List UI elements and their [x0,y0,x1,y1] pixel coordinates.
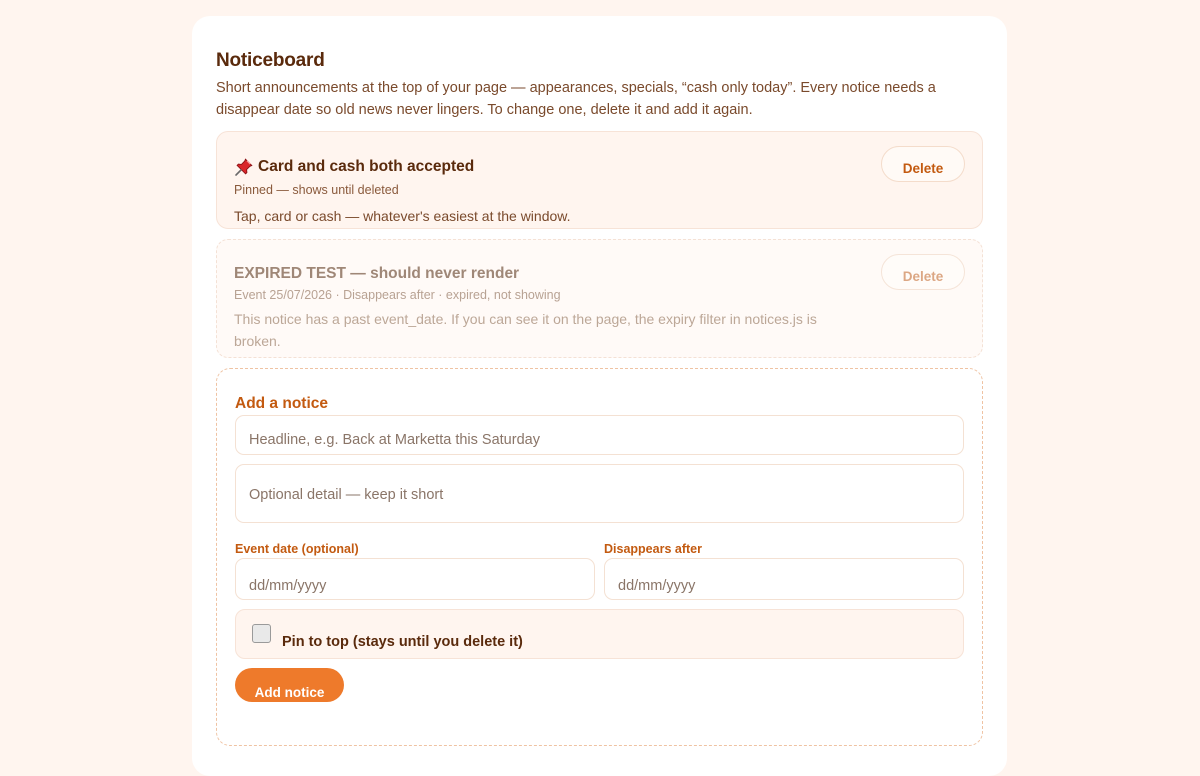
date-fields-row [235,542,964,600]
notice-item-pinned [216,131,983,229]
event-date-label: Event date (optional) [235,542,359,556]
delete-notice-button[interactable]: Delete [881,146,965,182]
notice-meta: Event 25/07/2026 · Disappears after · expired, not showing [234,288,561,302]
pin-to-top-row[interactable] [235,609,964,659]
event-date-input[interactable] [235,558,595,600]
notice-headline-row [234,265,965,283]
add-notice-title: Add a notice [235,395,329,412]
add-notice-form [216,368,983,746]
pin-to-top-label[interactable]: Pin to top (stays until you delete it) [282,634,523,650]
disappears-after-label: Disappears after [604,542,702,556]
disappears-after-group [604,542,964,600]
notice-headline: Card and cash both accepted [258,158,475,175]
notice-item-expired [216,239,983,358]
event-date-group [235,542,595,600]
noticeboard-card [192,16,1007,776]
pushpin-icon [234,157,254,177]
headline-input[interactable] [235,415,964,455]
notice-meta: Pinned — shows until deleted [234,183,399,197]
disappears-after-input[interactable] [604,558,964,600]
add-notice-button[interactable]: Add notice [235,668,344,702]
notice-body: This notice has a past event_date. If you can see it on the page, the expiry filter in notices.js is broken. [234,311,817,349]
section-description: Short announcements at the top of your page — appearances, specials, “cash only today”. Every notice needs a disappear date so old news never lingers. To change one, delete it and add it again. [216,80,936,118]
notice-headline: EXPIRED TEST — should never render [234,265,520,282]
delete-notice-button[interactable]: Delete [881,254,965,290]
detail-input[interactable] [235,464,964,523]
notice-body: Tap, card or cash — whatever's easiest at the window. [234,208,571,224]
section-title: Noticeboard [216,50,325,71]
notice-headline-row [234,157,965,177]
pin-to-top-checkbox[interactable] [252,624,271,643]
